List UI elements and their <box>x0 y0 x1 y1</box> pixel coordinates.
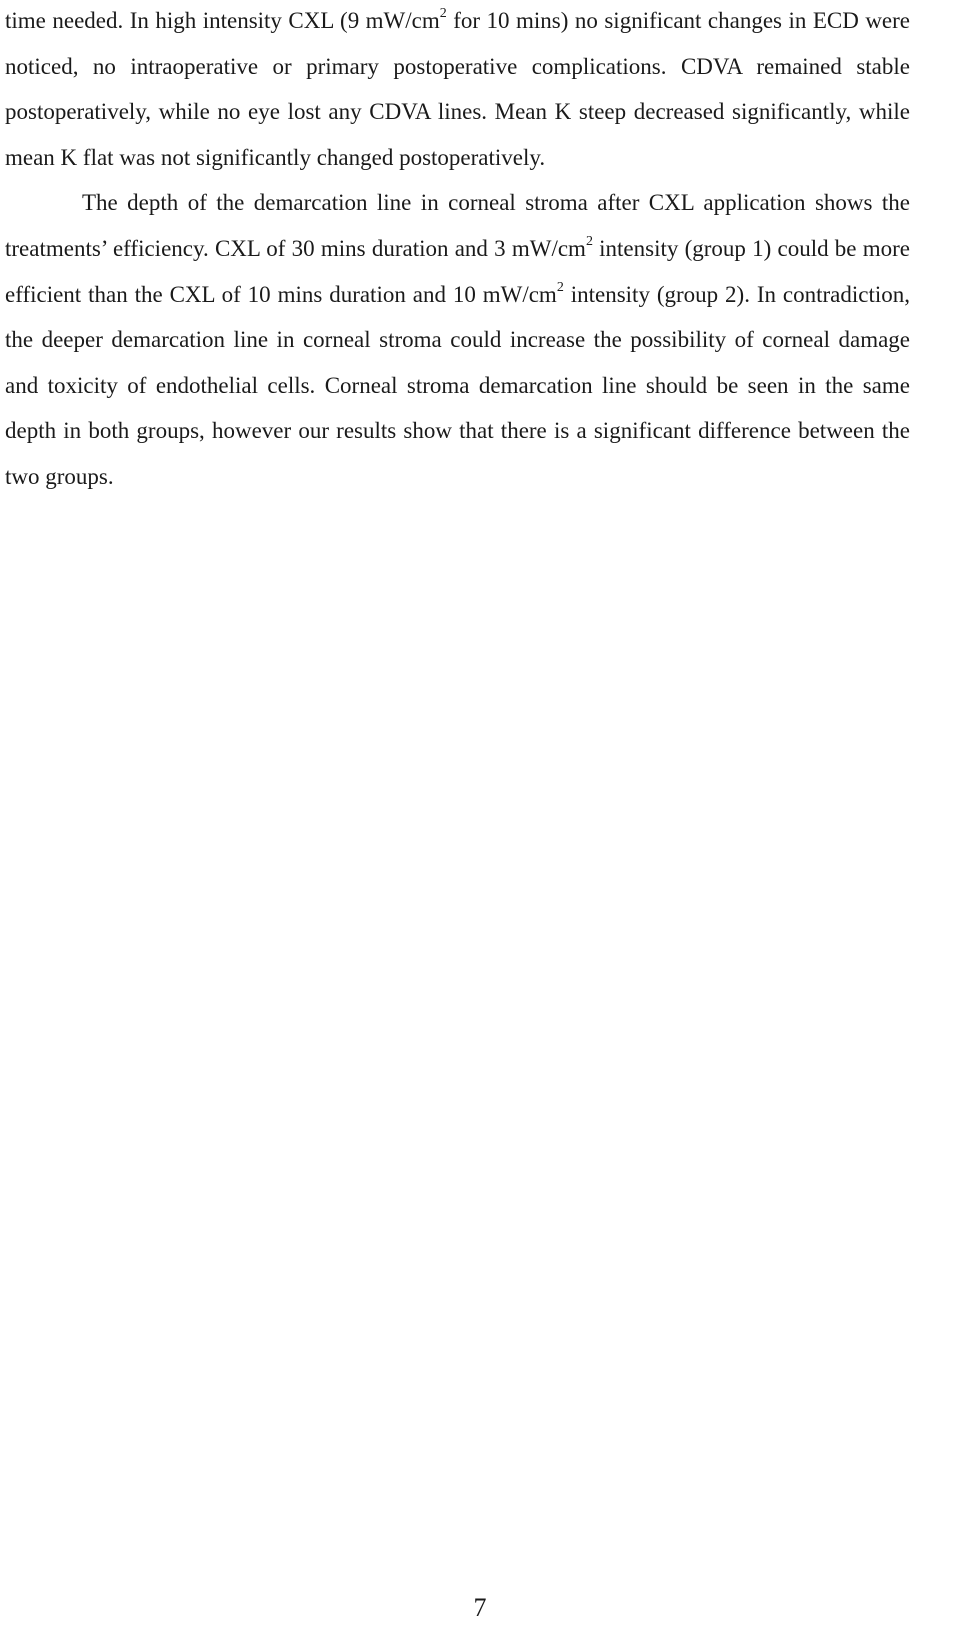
paragraph-text: The depth of the demarcation line in corneal stroma after CXL application shows the treatments’ efficiency. CXL of 30 mins duration and 3 mW/cm <box>5 190 910 261</box>
paragraph-text: intensity (group 2). In contradiction, the deeper demarcation line in corneal stroma could increase the possibility of corneal damage and toxicity of endothelial cells. Corneal stroma demarcation line should be seen in the same depth in both groups, however our results show that there is a significant difference between the two groups. <box>5 281 910 489</box>
paragraph-results <box>5 0 910 180</box>
page-number: 7 <box>473 1593 487 1622</box>
superscript: 2 <box>439 6 447 22</box>
superscript: 2 <box>556 279 564 295</box>
document-page <box>5 0 910 500</box>
paragraph-text: time needed. In high intensity CXL (9 mW/cm <box>5 8 440 33</box>
superscript: 2 <box>585 234 593 250</box>
paragraph-text: for 10 mins) no significant changes in ECD were noticed, no intraoperative or primary postoperative complications. CDVA remained stable postoperatively, while no eye lost any CDVA lines. Mean K steep decreased significantly, while mean K flat was not significantly changed postoperatively. <box>5 8 911 170</box>
paragraph-demarcation-line <box>5 180 910 499</box>
paragraph-text: intensity (group 1) could be more efficient than the CXL of 10 mins duration and 10 mW/cm <box>5 235 910 307</box>
